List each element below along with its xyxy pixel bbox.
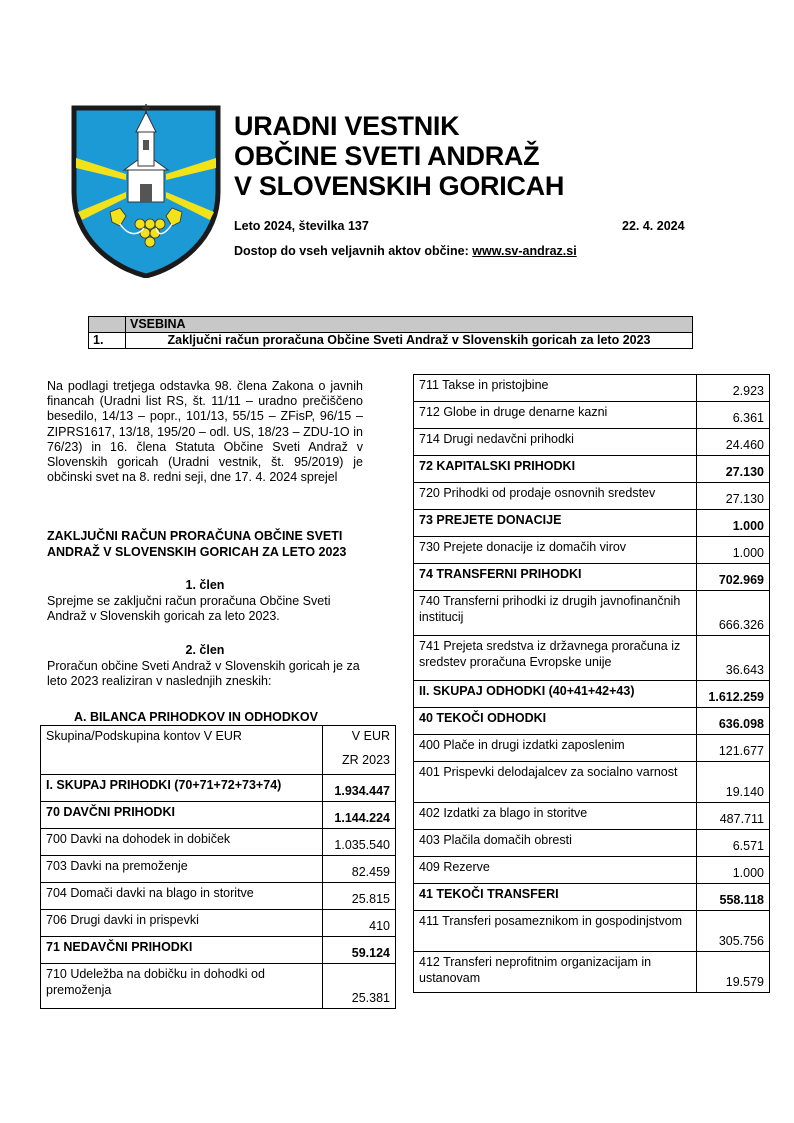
table-row bbox=[414, 564, 770, 591]
row-label: 714 Drugi nedavčni prihodki bbox=[414, 429, 697, 456]
table-row bbox=[414, 429, 770, 456]
row-value: 1.000 bbox=[697, 857, 770, 884]
row-label: 40 TEKOČI ODHODKI bbox=[414, 708, 697, 735]
table-header-row bbox=[41, 726, 396, 775]
row-label: 712 Globe in druge denarne kazni bbox=[414, 402, 697, 429]
header-col-group: Skupina/Podskupina kontov V EUR bbox=[41, 726, 323, 775]
row-value: 558.118 bbox=[697, 884, 770, 911]
row-value: 1.612.259 bbox=[697, 681, 770, 708]
row-value: 59.124 bbox=[323, 937, 396, 964]
row-value: 121.677 bbox=[697, 735, 770, 762]
row-label: 401 Prispevki delodajalcev za socialno varnost bbox=[414, 762, 697, 803]
table-row bbox=[41, 856, 396, 883]
row-label: 710 Udeležba na dobičku in dohodki od premoženja bbox=[41, 964, 323, 1009]
issue-date: 22. 4. 2024 bbox=[622, 219, 685, 233]
table-row bbox=[414, 483, 770, 510]
article-1-text: Sprejme se zaključni račun proračuna Občine Sveti Andraž v Slovenskih goricah za leto 2023. bbox=[47, 594, 331, 624]
header-col-value-unit: V EUR bbox=[351, 729, 390, 743]
table-row bbox=[414, 762, 770, 803]
row-value: 36.643 bbox=[697, 636, 770, 681]
row-label: I. SKUPAJ PRIHODKI (70+71+72+73+74) bbox=[41, 775, 323, 802]
row-label: 402 Izdatki za blago in storitve bbox=[414, 803, 697, 830]
article-1-heading: 1. člen bbox=[185, 578, 225, 592]
row-label: 403 Plačila domačih obresti bbox=[414, 830, 697, 857]
section-a-heading: A. BILANCA PRIHODKOV IN ODHODKOV bbox=[74, 710, 318, 724]
article-2-text: Proračun občine Sveti Andraž v Slovenskih goricah je za leto 2023 realiziran v naslednjih zneskih: bbox=[47, 659, 360, 689]
row-label: 720 Prihodki od prodaje osnovnih sredstev bbox=[414, 483, 697, 510]
table-row bbox=[41, 775, 396, 802]
table-row bbox=[41, 802, 396, 829]
row-label: 71 NEDAVČNI PRIHODKI bbox=[41, 937, 323, 964]
row-label: 700 Davki na dohodek in dobiček bbox=[41, 829, 323, 856]
row-value: 6.361 bbox=[697, 402, 770, 429]
row-value: 1.934.447 bbox=[323, 775, 396, 802]
row-value: 487.711 bbox=[697, 803, 770, 830]
table-row bbox=[414, 735, 770, 762]
row-label: 703 Davki na premoženje bbox=[41, 856, 323, 883]
row-value: 19.579 bbox=[697, 952, 770, 993]
row-value: 25.815 bbox=[323, 883, 396, 910]
row-value: 410 bbox=[323, 910, 396, 937]
table-row bbox=[414, 830, 770, 857]
table-row bbox=[414, 402, 770, 429]
row-value: 666.326 bbox=[697, 591, 770, 636]
issue-number: Leto 2024, številka 137 bbox=[234, 219, 369, 233]
contents-table bbox=[88, 316, 693, 349]
table-row bbox=[41, 937, 396, 964]
intro-paragraph: Na podlagi tretjega odstavka 98. člena Zakona o javnih financah (Uradni list RS, št. 11/11 – uradno prečiščeno besedilo, 14/13 – popr., 101/13, 55/15 – ZFisP, 96/15 – ZIPRS1617, 13/18, 195/20 – odl. US, 18/23 – ZDU-1O in 76/23) in 16. člena Statuta Občine Sveti Andraž v Slovenskih goricah (Uradni vestnik, št. 95/2019) je občinski svet na 8. redni seji, dne 17. 4. 2024 sprejel bbox=[47, 379, 363, 485]
row-value: 27.130 bbox=[697, 456, 770, 483]
article-2-heading: 2. člen bbox=[185, 643, 225, 657]
row-value: 24.460 bbox=[697, 429, 770, 456]
document-title: ZAKLJUČNI RAČUN PRORAČUNA OBČINE SVETI ANDRAŽ V SLOVENSKIH GORICAH ZA LETO 2023 bbox=[47, 529, 347, 559]
table-row bbox=[414, 857, 770, 884]
masthead-title-line-1: URADNI VESTNIK bbox=[234, 111, 460, 141]
row-label: 740 Transferni prihodki iz drugih javnofinančnih institucij bbox=[414, 591, 697, 636]
row-label: 411 Transferi posameznikom in gospodinjstvom bbox=[414, 911, 697, 952]
access-line bbox=[234, 244, 577, 258]
header-col-value-year: ZR 2023 bbox=[342, 753, 390, 767]
table-row bbox=[41, 910, 396, 937]
row-label: 73 PREJETE DONACIJE bbox=[414, 510, 697, 537]
row-value: 6.571 bbox=[697, 830, 770, 857]
row-label: 409 Rezerve bbox=[414, 857, 697, 884]
row-label: 74 TRANSFERNI PRIHODKI bbox=[414, 564, 697, 591]
row-value: 27.130 bbox=[697, 483, 770, 510]
table-row bbox=[414, 911, 770, 952]
row-label: 41 TEKOČI TRANSFERI bbox=[414, 884, 697, 911]
contents-header-num bbox=[89, 317, 126, 333]
row-label: 72 KAPITALSKI PRIHODKI bbox=[414, 456, 697, 483]
row-value: 1.000 bbox=[697, 510, 770, 537]
row-value: 19.140 bbox=[697, 762, 770, 803]
revenue-expense-table-right bbox=[413, 374, 770, 993]
table-row bbox=[414, 456, 770, 483]
row-value: 1.035.540 bbox=[323, 829, 396, 856]
row-label: 400 Plače in drugi izdatki zaposlenim bbox=[414, 735, 697, 762]
row-value: 82.459 bbox=[323, 856, 396, 883]
row-label: 412 Transferi neprofitnim organizacijam in ustanovam bbox=[414, 952, 697, 993]
masthead-title-line-3: V SLOVENSKIH GORICAH bbox=[234, 171, 565, 201]
row-value: 702.969 bbox=[697, 564, 770, 591]
row-label: 741 Prejeta sredstva iz državnega proračuna iz sredstev proračuna Evropske unije bbox=[414, 636, 697, 681]
row-value: 1.144.224 bbox=[323, 802, 396, 829]
table-row bbox=[414, 510, 770, 537]
table-row bbox=[414, 952, 770, 993]
table-row bbox=[414, 708, 770, 735]
table-row bbox=[414, 884, 770, 911]
table-row bbox=[41, 829, 396, 856]
contents-heading: VSEBINA bbox=[126, 317, 693, 333]
row-value: 636.098 bbox=[697, 708, 770, 735]
row-label: 706 Drugi davki in prispevki bbox=[41, 910, 323, 937]
row-label: 70 DAVČNI PRIHODKI bbox=[41, 802, 323, 829]
access-text: Dostop do vseh veljavnih aktov občine: bbox=[234, 244, 469, 258]
website-link[interactable]: www.sv-andraz.si bbox=[472, 244, 577, 258]
contents-item-num: 1. bbox=[89, 333, 126, 349]
coat-of-arms-church-icon bbox=[68, 100, 224, 278]
table-row bbox=[41, 883, 396, 910]
row-label: 704 Domači davki na blago in storitve bbox=[41, 883, 323, 910]
masthead-title-line-2: OBČINE SVETI ANDRAŽ bbox=[234, 141, 540, 171]
row-value: 305.756 bbox=[697, 911, 770, 952]
row-label: 711 Takse in pristojbine bbox=[414, 375, 697, 402]
row-label: II. SKUPAJ ODHODKI (40+41+42+43) bbox=[414, 681, 697, 708]
table-row bbox=[414, 375, 770, 402]
table-row bbox=[41, 964, 396, 1009]
table-row bbox=[414, 636, 770, 681]
revenue-table-left bbox=[40, 725, 396, 1009]
row-value: 25.381 bbox=[323, 964, 396, 1009]
table-row bbox=[414, 591, 770, 636]
table-row bbox=[414, 681, 770, 708]
row-label: 730 Prejete donacije iz domačih virov bbox=[414, 537, 697, 564]
contents-item-title[interactable]: Zaključni račun proračuna Občine Sveti Andraž v Slovenskih goricah za leto 2023 bbox=[126, 333, 693, 349]
table-row bbox=[414, 537, 770, 564]
header-col-value bbox=[323, 726, 396, 775]
row-value: 2.923 bbox=[697, 375, 770, 402]
row-value: 1.000 bbox=[697, 537, 770, 564]
table-row bbox=[414, 803, 770, 830]
